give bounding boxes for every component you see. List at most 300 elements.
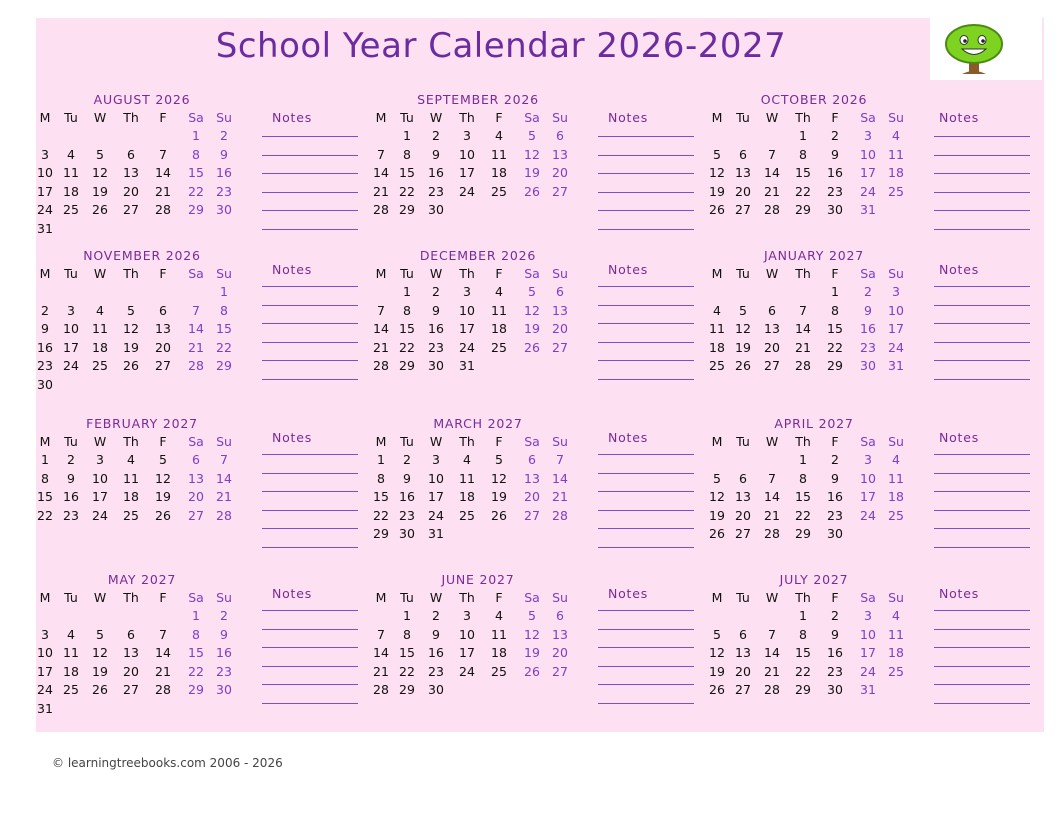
notes-line[interactable]	[598, 360, 694, 361]
weekday-label: M	[39, 434, 51, 449]
day-cell: 14	[795, 321, 811, 337]
notes-line[interactable]	[934, 342, 1030, 343]
day-cell: 7	[556, 452, 564, 467]
notes-line[interactable]	[262, 528, 358, 529]
month-name: JULY 2027	[779, 572, 849, 587]
notes-line[interactable]	[934, 379, 1030, 380]
week-row	[37, 488, 242, 506]
notes-line[interactable]	[598, 666, 694, 667]
notes-line[interactable]	[934, 173, 1030, 174]
day-cell: 25	[63, 682, 79, 698]
day-cell: 23	[827, 183, 843, 199]
day-cell: 12	[524, 146, 540, 162]
month-block	[373, 572, 712, 742]
day-cell: 27	[188, 507, 204, 523]
day-cell: 30	[827, 526, 843, 542]
day-cell: 12	[709, 645, 725, 661]
day-cell: 15	[37, 489, 53, 505]
day-cell: 8	[192, 626, 200, 642]
notes-line[interactable]	[262, 547, 358, 548]
notes-line[interactable]	[262, 229, 358, 230]
day-cell: 9	[432, 302, 440, 318]
day-cell: 19	[524, 645, 540, 661]
day-cell: 1	[799, 608, 807, 623]
day-cell: 15	[188, 165, 204, 181]
notes-line[interactable]	[262, 360, 358, 361]
month-block	[709, 248, 1048, 418]
notes-line[interactable]	[934, 629, 1030, 630]
day-cell: 3	[41, 626, 49, 642]
day-cell: 18	[888, 165, 904, 181]
day-cell: 12	[524, 302, 540, 318]
day-cell: 11	[888, 626, 904, 642]
notes-label: Notes	[607, 586, 649, 601]
day-cell: 5	[713, 470, 721, 486]
day-cell: 16	[827, 489, 843, 505]
notes-line[interactable]	[262, 210, 358, 211]
week-row	[709, 644, 914, 662]
weekday-label: F	[495, 266, 503, 281]
day-cell: 1	[403, 284, 411, 299]
notes-line[interactable]	[598, 629, 694, 630]
day-cell: 18	[491, 321, 507, 337]
day-cell: 23	[37, 358, 53, 374]
day-cell: 29	[373, 526, 389, 542]
day-cell: 21	[764, 183, 780, 199]
weekday-label: Su	[552, 266, 568, 281]
day-cell: 24	[92, 507, 108, 523]
notes-line[interactable]	[598, 547, 694, 548]
day-cell: 14	[373, 321, 389, 337]
notes-line[interactable]	[598, 684, 694, 685]
weekday-label: W	[765, 266, 779, 281]
day-cell: 20	[735, 507, 751, 523]
notes-line[interactable]	[934, 286, 1030, 287]
day-cell: 19	[709, 663, 725, 679]
weekday-label: F	[495, 434, 503, 449]
notes-line[interactable]	[934, 323, 1030, 324]
weekday-label: Tu	[736, 110, 750, 125]
day-cell: 10	[860, 146, 876, 162]
week-row	[714, 626, 914, 644]
week-row	[37, 644, 242, 662]
weekday-label: Tu	[736, 434, 750, 449]
week-row	[714, 283, 914, 301]
day-cell: 31	[860, 202, 876, 218]
week-row	[373, 339, 578, 357]
day-cell: 3	[463, 284, 471, 299]
week-row	[378, 470, 578, 488]
notes-line[interactable]	[598, 286, 694, 287]
day-cell: 30	[37, 377, 53, 392]
day-cell: 13	[155, 321, 171, 337]
day-cell: 22	[373, 507, 389, 523]
weekday-label: Su	[216, 590, 232, 605]
month-block	[709, 572, 1048, 742]
notes-line[interactable]	[934, 360, 1030, 361]
day-cell: 7	[768, 470, 776, 486]
week-row	[373, 183, 578, 201]
notes-line[interactable]	[262, 684, 358, 685]
day-cell: 20	[764, 339, 780, 355]
week-row	[378, 626, 578, 644]
month-block	[37, 248, 376, 418]
weekday-label: Sa	[860, 110, 876, 125]
day-cell: 10	[860, 470, 876, 486]
day-cell: 26	[524, 339, 540, 355]
notes-line[interactable]	[262, 136, 358, 137]
day-cell: 25	[491, 339, 507, 355]
notes-line[interactable]	[598, 229, 694, 230]
day-cell: 22	[188, 663, 204, 679]
day-cell: 9	[831, 146, 839, 162]
day-cell: 28	[188, 358, 204, 374]
day-cell: 9	[432, 626, 440, 642]
day-cell: 5	[713, 146, 721, 162]
notes-line[interactable]	[934, 684, 1030, 685]
weekday-label: Sa	[188, 590, 204, 605]
day-cell: 18	[459, 489, 475, 505]
day-cell: 20	[524, 489, 540, 505]
day-cell: 23	[428, 663, 444, 679]
weekday-label: Sa	[524, 266, 540, 281]
notes-line[interactable]	[934, 666, 1030, 667]
day-cell: 3	[41, 146, 49, 162]
month-block	[37, 572, 376, 742]
day-cell: 30	[860, 358, 876, 374]
day-cell: 6	[127, 626, 135, 642]
day-cell: 1	[799, 128, 807, 143]
notes-line[interactable]	[598, 610, 694, 611]
notes-line[interactable]	[934, 454, 1030, 455]
notes-line[interactable]	[262, 647, 358, 648]
week-row	[37, 339, 242, 357]
day-cell: 29	[188, 682, 204, 698]
day-cell: 22	[399, 663, 415, 679]
day-cell: 30	[428, 682, 444, 698]
notes-line[interactable]	[262, 454, 358, 455]
day-cell: 31	[459, 358, 475, 374]
notes-line[interactable]	[598, 703, 694, 704]
day-cell: 5	[159, 452, 167, 467]
day-cell: 30	[428, 202, 444, 218]
day-cell: 21	[155, 663, 171, 679]
day-cell: 19	[524, 165, 540, 181]
notes-line[interactable]	[934, 528, 1030, 529]
weekday-header-row	[375, 433, 578, 451]
week-row	[42, 607, 242, 625]
day-cell: 26	[92, 682, 108, 698]
day-cell: 11	[92, 321, 108, 337]
notes-line[interactable]	[262, 510, 358, 511]
notes-line[interactable]	[934, 136, 1030, 137]
day-cell: 17	[459, 321, 475, 337]
notes-line[interactable]	[262, 379, 358, 380]
notes-line[interactable]	[598, 136, 694, 137]
notes-line[interactable]	[262, 610, 358, 611]
weekday-label: Su	[888, 590, 904, 605]
weekday-label: Th	[459, 266, 475, 281]
weekday-label: W	[93, 590, 107, 605]
day-cell: 1	[403, 128, 411, 143]
day-cell: 29	[795, 202, 811, 218]
day-cell: 9	[831, 626, 839, 642]
weekday-label: Th	[795, 110, 811, 125]
notes-label: Notes	[271, 430, 313, 445]
weekday-label: Su	[216, 110, 232, 125]
notes-line[interactable]	[598, 342, 694, 343]
notes-line[interactable]	[598, 379, 694, 380]
day-cell: 8	[799, 626, 807, 642]
weekday-label: Th	[123, 590, 139, 605]
day-cell: 3	[463, 128, 471, 143]
weekday-header-row	[39, 109, 242, 127]
week-row	[714, 302, 914, 320]
day-cell: 29	[399, 202, 415, 218]
day-cell: 21	[764, 507, 780, 523]
day-cell: 28	[552, 507, 568, 523]
weekday-label: W	[429, 434, 443, 449]
day-cell: 31	[37, 221, 53, 236]
notes-line[interactable]	[262, 323, 358, 324]
notes-line[interactable]	[598, 305, 694, 306]
notes-line[interactable]	[262, 155, 358, 156]
week-row	[378, 607, 578, 625]
month-name: JUNE 2027	[441, 572, 515, 587]
day-cell: 6	[556, 284, 564, 299]
notes-line[interactable]	[262, 666, 358, 667]
notes-line[interactable]	[934, 192, 1030, 193]
notes-line[interactable]	[598, 323, 694, 324]
day-cell: 23	[827, 507, 843, 523]
day-cell: 6	[159, 302, 167, 318]
day-cell: 24	[860, 183, 876, 199]
day-cell: 25	[123, 507, 139, 523]
notes-line[interactable]	[262, 286, 358, 287]
day-cell: 6	[556, 608, 564, 623]
month-block	[37, 416, 376, 586]
day-cell: 16	[399, 489, 415, 505]
weekday-label: Tu	[400, 266, 414, 281]
weekday-label: Tu	[64, 110, 78, 125]
week-row	[714, 607, 914, 625]
weekday-label: Sa	[524, 434, 540, 449]
month-name: APRIL 2027	[774, 416, 854, 431]
day-cell: 3	[463, 608, 471, 623]
weekday-label: Su	[552, 110, 568, 125]
day-cell: 12	[155, 470, 171, 486]
day-cell: 22	[399, 339, 415, 355]
notes-line[interactable]	[262, 173, 358, 174]
notes-line[interactable]	[934, 491, 1030, 492]
day-cell: 20	[735, 183, 751, 199]
day-cell: 9	[432, 146, 440, 162]
day-cell: 18	[888, 645, 904, 661]
day-cell: 19	[524, 321, 540, 337]
day-cell: 7	[220, 452, 228, 467]
day-cell: 26	[155, 507, 171, 523]
day-cell: 7	[159, 146, 167, 162]
weekday-label: Sa	[860, 266, 876, 281]
notes-line[interactable]	[598, 155, 694, 156]
notes-line[interactable]	[262, 192, 358, 193]
day-cell: 17	[428, 489, 444, 505]
week-row	[37, 183, 242, 201]
day-cell: 6	[739, 146, 747, 162]
week-row	[709, 201, 914, 219]
day-cell: 27	[552, 183, 568, 199]
weekday-label: M	[375, 434, 387, 449]
day-cell: 22	[795, 507, 811, 523]
week-row	[373, 525, 578, 543]
notes-line[interactable]	[934, 647, 1030, 648]
month-block	[37, 92, 376, 262]
weekday-label: W	[765, 434, 779, 449]
day-cell: 22	[827, 339, 843, 355]
day-cell: 16	[428, 645, 444, 661]
weekday-label: F	[159, 266, 167, 281]
notes-label: Notes	[271, 586, 313, 601]
notes-line[interactable]	[598, 454, 694, 455]
notes-line[interactable]	[262, 629, 358, 630]
day-cell: 11	[459, 470, 475, 486]
notes-line[interactable]	[934, 155, 1030, 156]
day-cell: 11	[491, 146, 507, 162]
day-cell: 1	[403, 608, 411, 623]
day-cell: 9	[403, 470, 411, 486]
day-cell: 2	[432, 128, 440, 143]
day-cell: 10	[459, 302, 475, 318]
week-row	[709, 339, 914, 357]
day-cell: 29	[188, 202, 204, 218]
notes-line[interactable]	[262, 305, 358, 306]
day-cell: 14	[764, 489, 780, 505]
notes-line[interactable]	[598, 647, 694, 648]
day-cell: 25	[888, 663, 904, 679]
day-cell: 16	[216, 165, 232, 181]
smiling-tree-icon	[942, 22, 1006, 78]
day-cell: 2	[864, 284, 872, 299]
notes-line[interactable]	[598, 192, 694, 193]
day-cell: 26	[709, 202, 725, 218]
day-cell: 8	[377, 470, 385, 486]
day-cell: 23	[216, 663, 232, 679]
notes-line[interactable]	[598, 210, 694, 211]
day-cell: 26	[524, 663, 540, 679]
notes-label: Notes	[607, 430, 649, 445]
day-cell: 13	[188, 470, 204, 486]
day-cell: 4	[67, 146, 75, 162]
notes-line[interactable]	[598, 528, 694, 529]
day-cell: 6	[739, 470, 747, 486]
day-cell: 1	[831, 284, 839, 299]
weekday-label: F	[159, 434, 167, 449]
day-cell: 6	[528, 452, 536, 467]
day-cell: 3	[864, 452, 872, 467]
weekday-label: Tu	[736, 266, 750, 281]
notes-line[interactable]	[598, 173, 694, 174]
weekday-label: Su	[888, 434, 904, 449]
day-cell: 19	[709, 183, 725, 199]
notes-line[interactable]	[934, 703, 1030, 704]
notes-label: Notes	[938, 110, 980, 125]
weekday-header-row	[711, 265, 914, 283]
weekday-label: Su	[216, 266, 232, 281]
notes-line[interactable]	[262, 703, 358, 704]
notes-line[interactable]	[262, 491, 358, 492]
day-cell: 21	[764, 663, 780, 679]
weekday-label: F	[831, 266, 839, 281]
month-name: FEBRUARY 2027	[86, 416, 198, 431]
day-cell: 16	[860, 321, 876, 337]
weekday-label: Th	[795, 590, 811, 605]
day-cell: 25	[888, 507, 904, 523]
notes-line[interactable]	[934, 610, 1030, 611]
notes-line[interactable]	[598, 473, 694, 474]
day-cell: 14	[764, 165, 780, 181]
day-cell: 29	[216, 358, 232, 374]
notes-line[interactable]	[934, 229, 1030, 230]
notes-line[interactable]	[934, 210, 1030, 211]
day-cell: 3	[432, 452, 440, 467]
week-row	[373, 663, 578, 681]
weekday-label: Tu	[64, 434, 78, 449]
day-cell: 28	[155, 682, 171, 698]
month-name: SEPTEMBER 2026	[417, 92, 539, 107]
day-cell: 29	[795, 682, 811, 698]
day-cell: 13	[123, 165, 139, 181]
day-cell: 27	[735, 682, 751, 698]
notes-line[interactable]	[262, 473, 358, 474]
day-cell: 25	[709, 358, 725, 374]
day-cell: 1	[192, 608, 200, 623]
day-cell: 17	[92, 489, 108, 505]
day-cell: 4	[495, 284, 503, 299]
week-row	[714, 470, 914, 488]
day-cell: 4	[892, 128, 900, 143]
day-cell: 5	[127, 302, 135, 318]
day-cell: 30	[216, 202, 232, 218]
weekday-label: Th	[459, 434, 475, 449]
day-cell: 24	[37, 202, 53, 218]
day-cell: 6	[192, 452, 200, 467]
day-cell: 1	[377, 452, 385, 467]
week-row	[378, 146, 578, 164]
week-row	[37, 681, 242, 699]
weekday-label: W	[93, 266, 107, 281]
notes-line[interactable]	[934, 547, 1030, 548]
day-cell: 20	[552, 321, 568, 337]
month-block	[709, 92, 1048, 262]
weekday-label: Sa	[188, 434, 204, 449]
day-cell: 2	[831, 128, 839, 143]
month-name: MARCH 2027	[433, 416, 523, 431]
weekday-label: F	[495, 110, 503, 125]
notes-line[interactable]	[262, 342, 358, 343]
weekday-label: Sa	[860, 590, 876, 605]
day-cell: 16	[428, 321, 444, 337]
notes-line[interactable]	[598, 491, 694, 492]
day-cell: 17	[860, 645, 876, 661]
week-row	[709, 488, 914, 506]
day-cell: 8	[799, 470, 807, 486]
weekday-label: Th	[123, 266, 139, 281]
notes-line[interactable]	[934, 305, 1030, 306]
day-cell: 24	[888, 339, 904, 355]
notes-line[interactable]	[598, 510, 694, 511]
notes-line[interactable]	[934, 473, 1030, 474]
notes-line[interactable]	[934, 510, 1030, 511]
